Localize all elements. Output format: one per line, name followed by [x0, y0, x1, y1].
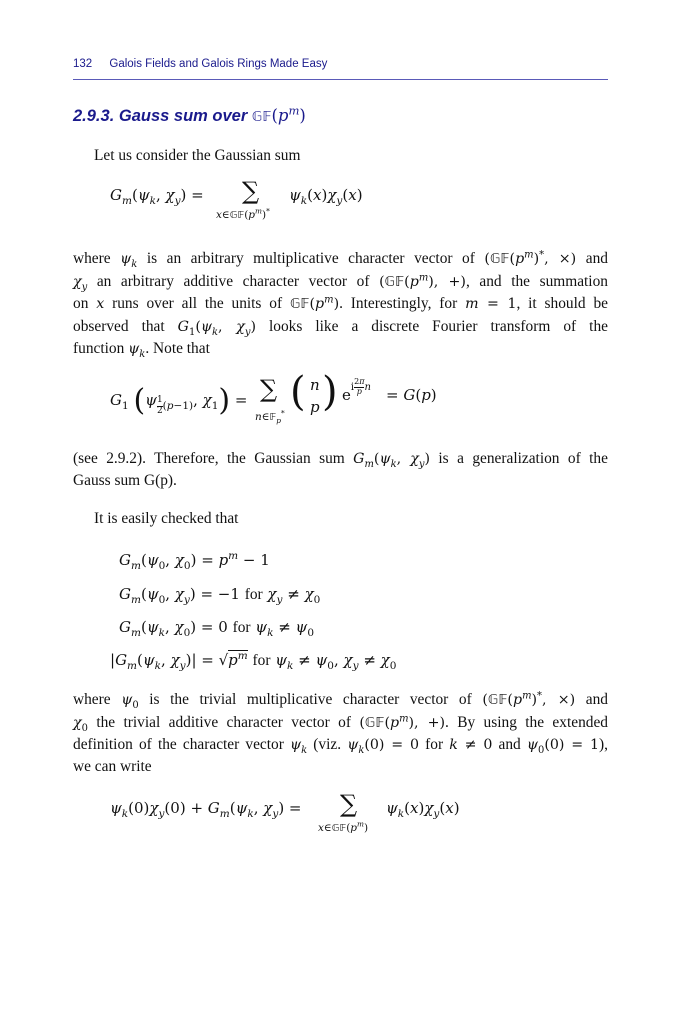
- para1-line5: function $\psi_k$. Note that: [73, 340, 210, 360]
- eq1-sum-index: $x\in 𝔾𝔽(p^m)^*$: [216, 206, 270, 221]
- section-title-math: $𝔾𝔽(p^m)$: [251, 103, 306, 125]
- para4-line1: where $\psi_0$ is the trivial multiplicative character vector of ($𝔾𝔽(p^m)^*$, ×) and: [73, 690, 609, 711]
- para3-text: It is easily checked that: [94, 510, 239, 527]
- section-title: Gauss sum over: [118, 107, 248, 125]
- eq2-legendre-top: n: [310, 376, 320, 394]
- para1-line3: on x runs over all the units of $𝔾𝔽(p^m)$. Interestingly, for m = 1, it should be: [73, 294, 608, 312]
- eq2-sum-symbol: ∑: [260, 375, 278, 403]
- eq3-lhs: $\psi_k(0)\chi_y(0) + G_m(\psi_k$, $\chi_y$) =: [110, 799, 302, 820]
- identity-2: $G_m(\psi_0$, $\chi_y) = -1$ for $\chi_y \ne \chi_0$: [119, 585, 321, 606]
- eq2-legendre-close: ): [322, 369, 338, 415]
- eq2-legendre: (: [290, 369, 306, 415]
- para1-line1: where $\psi_k$ is an arbitrary multiplicative character vector of ($𝔾𝔽(p^m)^*$, ×) and: [73, 249, 608, 270]
- running-header: [73, 58, 608, 70]
- eq3-sum-symbol: ∑: [340, 790, 358, 818]
- identity-3: $G_m(\psi_k$, $\chi_0) = 0$ for $\psi_k \ne \psi_0$: [119, 618, 314, 639]
- para2-line2: Gauss sum G(p).: [73, 472, 177, 489]
- header-rule: [73, 79, 608, 80]
- eq3-sum-index: $x\in 𝔾𝔽(p^m)$: [318, 819, 369, 834]
- identity-1: $G_m(\psi_0$, $\chi_0) = p^m - 1$: [119, 550, 270, 572]
- book-title: Galois Fields and Galois Rings Made Easy: [109, 58, 328, 70]
- para1-line4: observed that $G_1(\psi_k$, $\chi_y$) looks like a discrete Fourier transform of the: [73, 318, 608, 338]
- eq2-exp: $e^{i \frac{2\pi}{p} n}$: [342, 377, 371, 404]
- eq1-lhs: $G_m(\psi_k$, $\chi_y$) =: [110, 186, 204, 207]
- para4-line3: definition of the character vector $\psi_k$ (viz. $\psi_k(0) = 0$ for k ≠ 0 and $\psi_0(0) = 1$),: [73, 736, 608, 756]
- para1-line2: $\chi_y$ an arbitrary additive character vector of ($𝔾𝔽(p^m)$, +), and the summation: [73, 272, 608, 293]
- identity-4: $|G_m(\psi_k$, $\chi_y)| = √p^m$ for $\psi_k \ne \psi_0$, $\chi_y \ne \chi_0$: [110, 650, 397, 672]
- intro-text: Let us consider the Gaussian sum: [94, 147, 301, 164]
- eq3-rhs: $\psi_k(x)\chi_y(x)$: [386, 799, 460, 820]
- page-number: 132: [73, 58, 93, 70]
- para4-line2: $\chi_0$ the trivial additive character vector of ($𝔾𝔽(p^m)$, +). By using the extended: [73, 713, 608, 734]
- para4-line4: we can write: [73, 758, 152, 775]
- eq1-sum-symbol: ∑: [242, 177, 260, 205]
- eq2-sum-index: n∈𝔽$_p$*: [255, 408, 285, 426]
- eq2-legendre-bottom: p: [310, 398, 320, 416]
- eq2-lhs: $G_1$ (ψ $_{\frac{1}{2} (p-1)}$, $\chi_1$) =: [110, 383, 248, 418]
- eq1-rhs: $\psi_k(x)\chi_y(x)$: [289, 186, 363, 207]
- eq2-rhs: = G(p): [386, 386, 437, 404]
- para2-line1: (see 2.9.2). Therefore, the Gaussian sum $G_m(\psi_k$, $\chi_y$) is a generalization of the: [73, 450, 608, 470]
- section-number: 2.9.3.: [73, 107, 115, 125]
- section-heading: [73, 103, 306, 126]
